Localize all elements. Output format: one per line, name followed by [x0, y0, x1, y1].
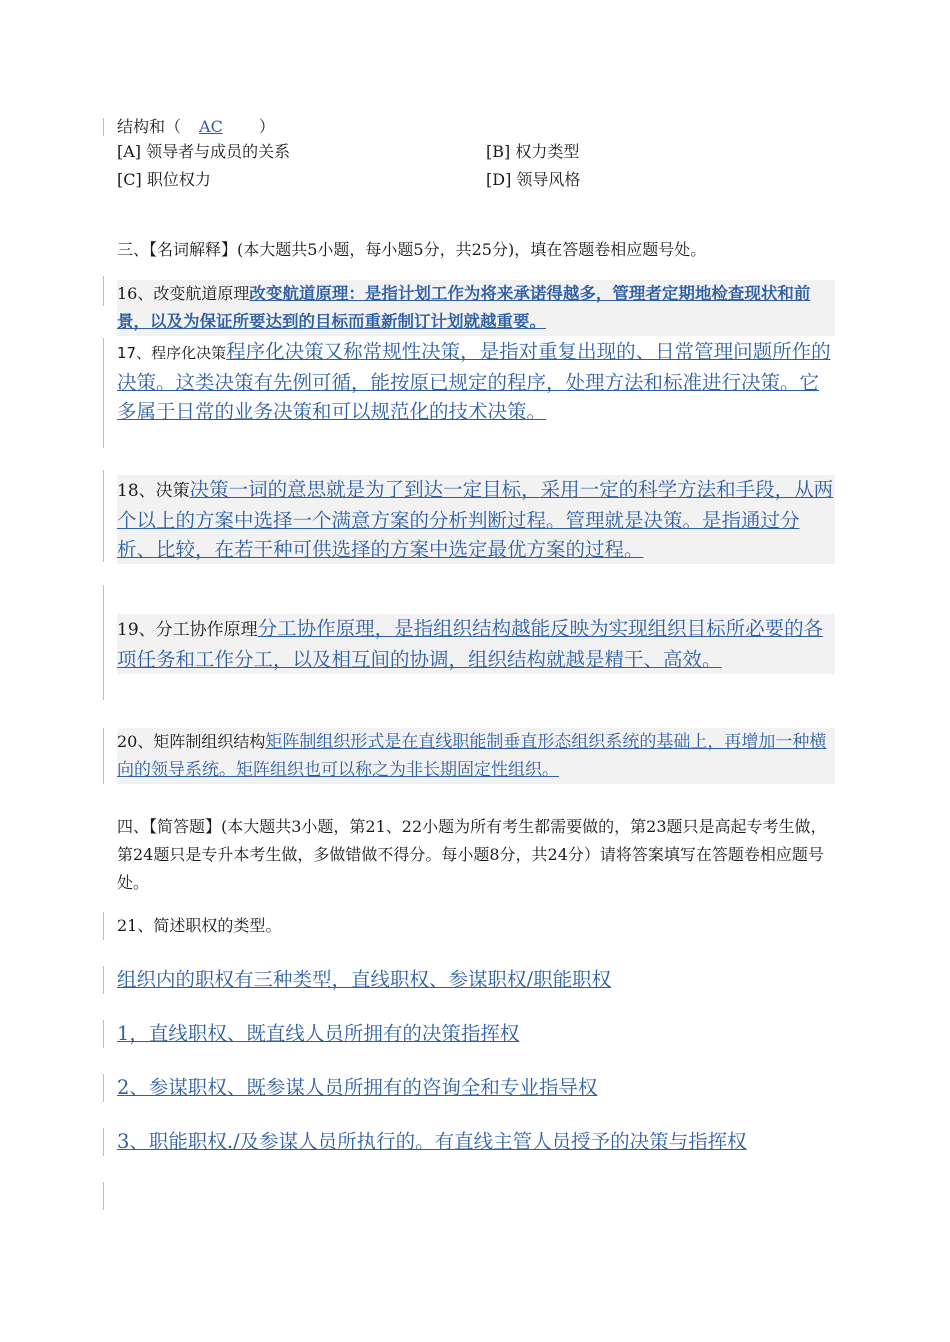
section3-heading: 三、【名词解释】(本大题共5小题，每小题5分，共25分)，填在答题卷相应题号处。 [117, 240, 707, 259]
q15-stem-text: 结构和（ [117, 117, 182, 136]
q15-option-b: [B] 权力类型 [486, 142, 580, 161]
margin-bar [103, 470, 104, 562]
q18-item [117, 475, 835, 564]
q15-stem [117, 113, 835, 141]
q20-item [117, 728, 835, 784]
q21-question: 21、简述职权的类型。 [117, 916, 282, 935]
q19-label: 19、分工协作原理 [117, 620, 258, 640]
margin-bar [103, 1020, 104, 1048]
q21-answer-intro: 组织内的职权有三种类型，直线职权、参谋职权/职能职权 [117, 968, 612, 991]
margin-bar [103, 276, 104, 306]
q16-label: 16、改变航道原理 [117, 284, 250, 303]
q16-answer: 改变航道原理：是指计划工作为将来承诺得越多，管理者定期地检查现状和前景，以及为保证所要达到的目标而重新制订计划就越重要。 [117, 284, 811, 331]
q16-item [117, 280, 835, 336]
q17-item [117, 337, 835, 426]
q17-label: 17、程序化决策 [117, 344, 227, 362]
q17-answer: 程序化决策又称常规性决策，是指对重复出现的、日常管理问题所作的决策。这类决策有先例可循，能按原已规定的程序，处理方法和标准进行决策。它多属于日常的业务决策和可以规范化的技术决策。 [117, 340, 831, 423]
q21-answer-item-2: 2、参谋职权、既参谋人员所拥有的咨询全和专业指导权 [117, 1076, 598, 1099]
margin-bar [103, 585, 104, 700]
q15-option-d: [D] 领导风格 [486, 170, 581, 189]
q18-answer: 决策一词的意思就是为了到达一定目标，采用一定的科学方法和手段，从两个以上的方案中选择一个满意方案的分析判断过程。管理就是决策。是指通过分析、比较，在若干种可供选择的方案中选定最优方案的过程。 [117, 478, 834, 561]
q20-answer: 矩阵制组织形式是在直线职能制垂直形态组织系统的基础上，再增加一种横向的领导系统。矩阵组织也可以称之为非长期固定性组织。 [117, 732, 827, 780]
q15-option-a: [A] 领导者与成员的关系 [117, 142, 291, 161]
margin-bar [103, 912, 104, 940]
q20-label: 20、矩阵制组织结构 [117, 732, 266, 751]
q21-answer-item-1: 1，直线职权、既直线人员所拥有的决策指挥权 [117, 1022, 520, 1045]
margin-bar [103, 728, 104, 784]
section4-heading: 四、【简答题】(本大题共3小题，第21、22小题为所有考生都需要做的，第23题只是高起专考生做，第24题只是专升本考生做，多做错做不得分。每小题8分，共24分）请将答案填写在答题卷相应题号处。 [117, 817, 827, 892]
q19-item [117, 614, 835, 674]
margin-bar [103, 338, 104, 448]
margin-bar [103, 966, 104, 994]
margin-bar [103, 1182, 104, 1210]
q21-answer-item-3: 3、职能职权./及参谋人员所执行的。有直线主管人员授予的决策与指挥权 [117, 1130, 747, 1153]
margin-bar [103, 1128, 104, 1156]
margin-bar [103, 1074, 104, 1102]
margin-bar [103, 118, 104, 136]
q15-answer: AC [199, 117, 223, 136]
q18-label: 18、决策 [117, 481, 190, 501]
q19-answer: 分工协作原理，是指组织结构越能反映为实现组织目标所必要的各项任务和工作分工，以及相互间的协调，组织结构就越是精干、高效。 [117, 617, 824, 671]
q15-close: ） [258, 117, 275, 136]
q15-option-c: [C] 职位权力 [117, 170, 211, 189]
